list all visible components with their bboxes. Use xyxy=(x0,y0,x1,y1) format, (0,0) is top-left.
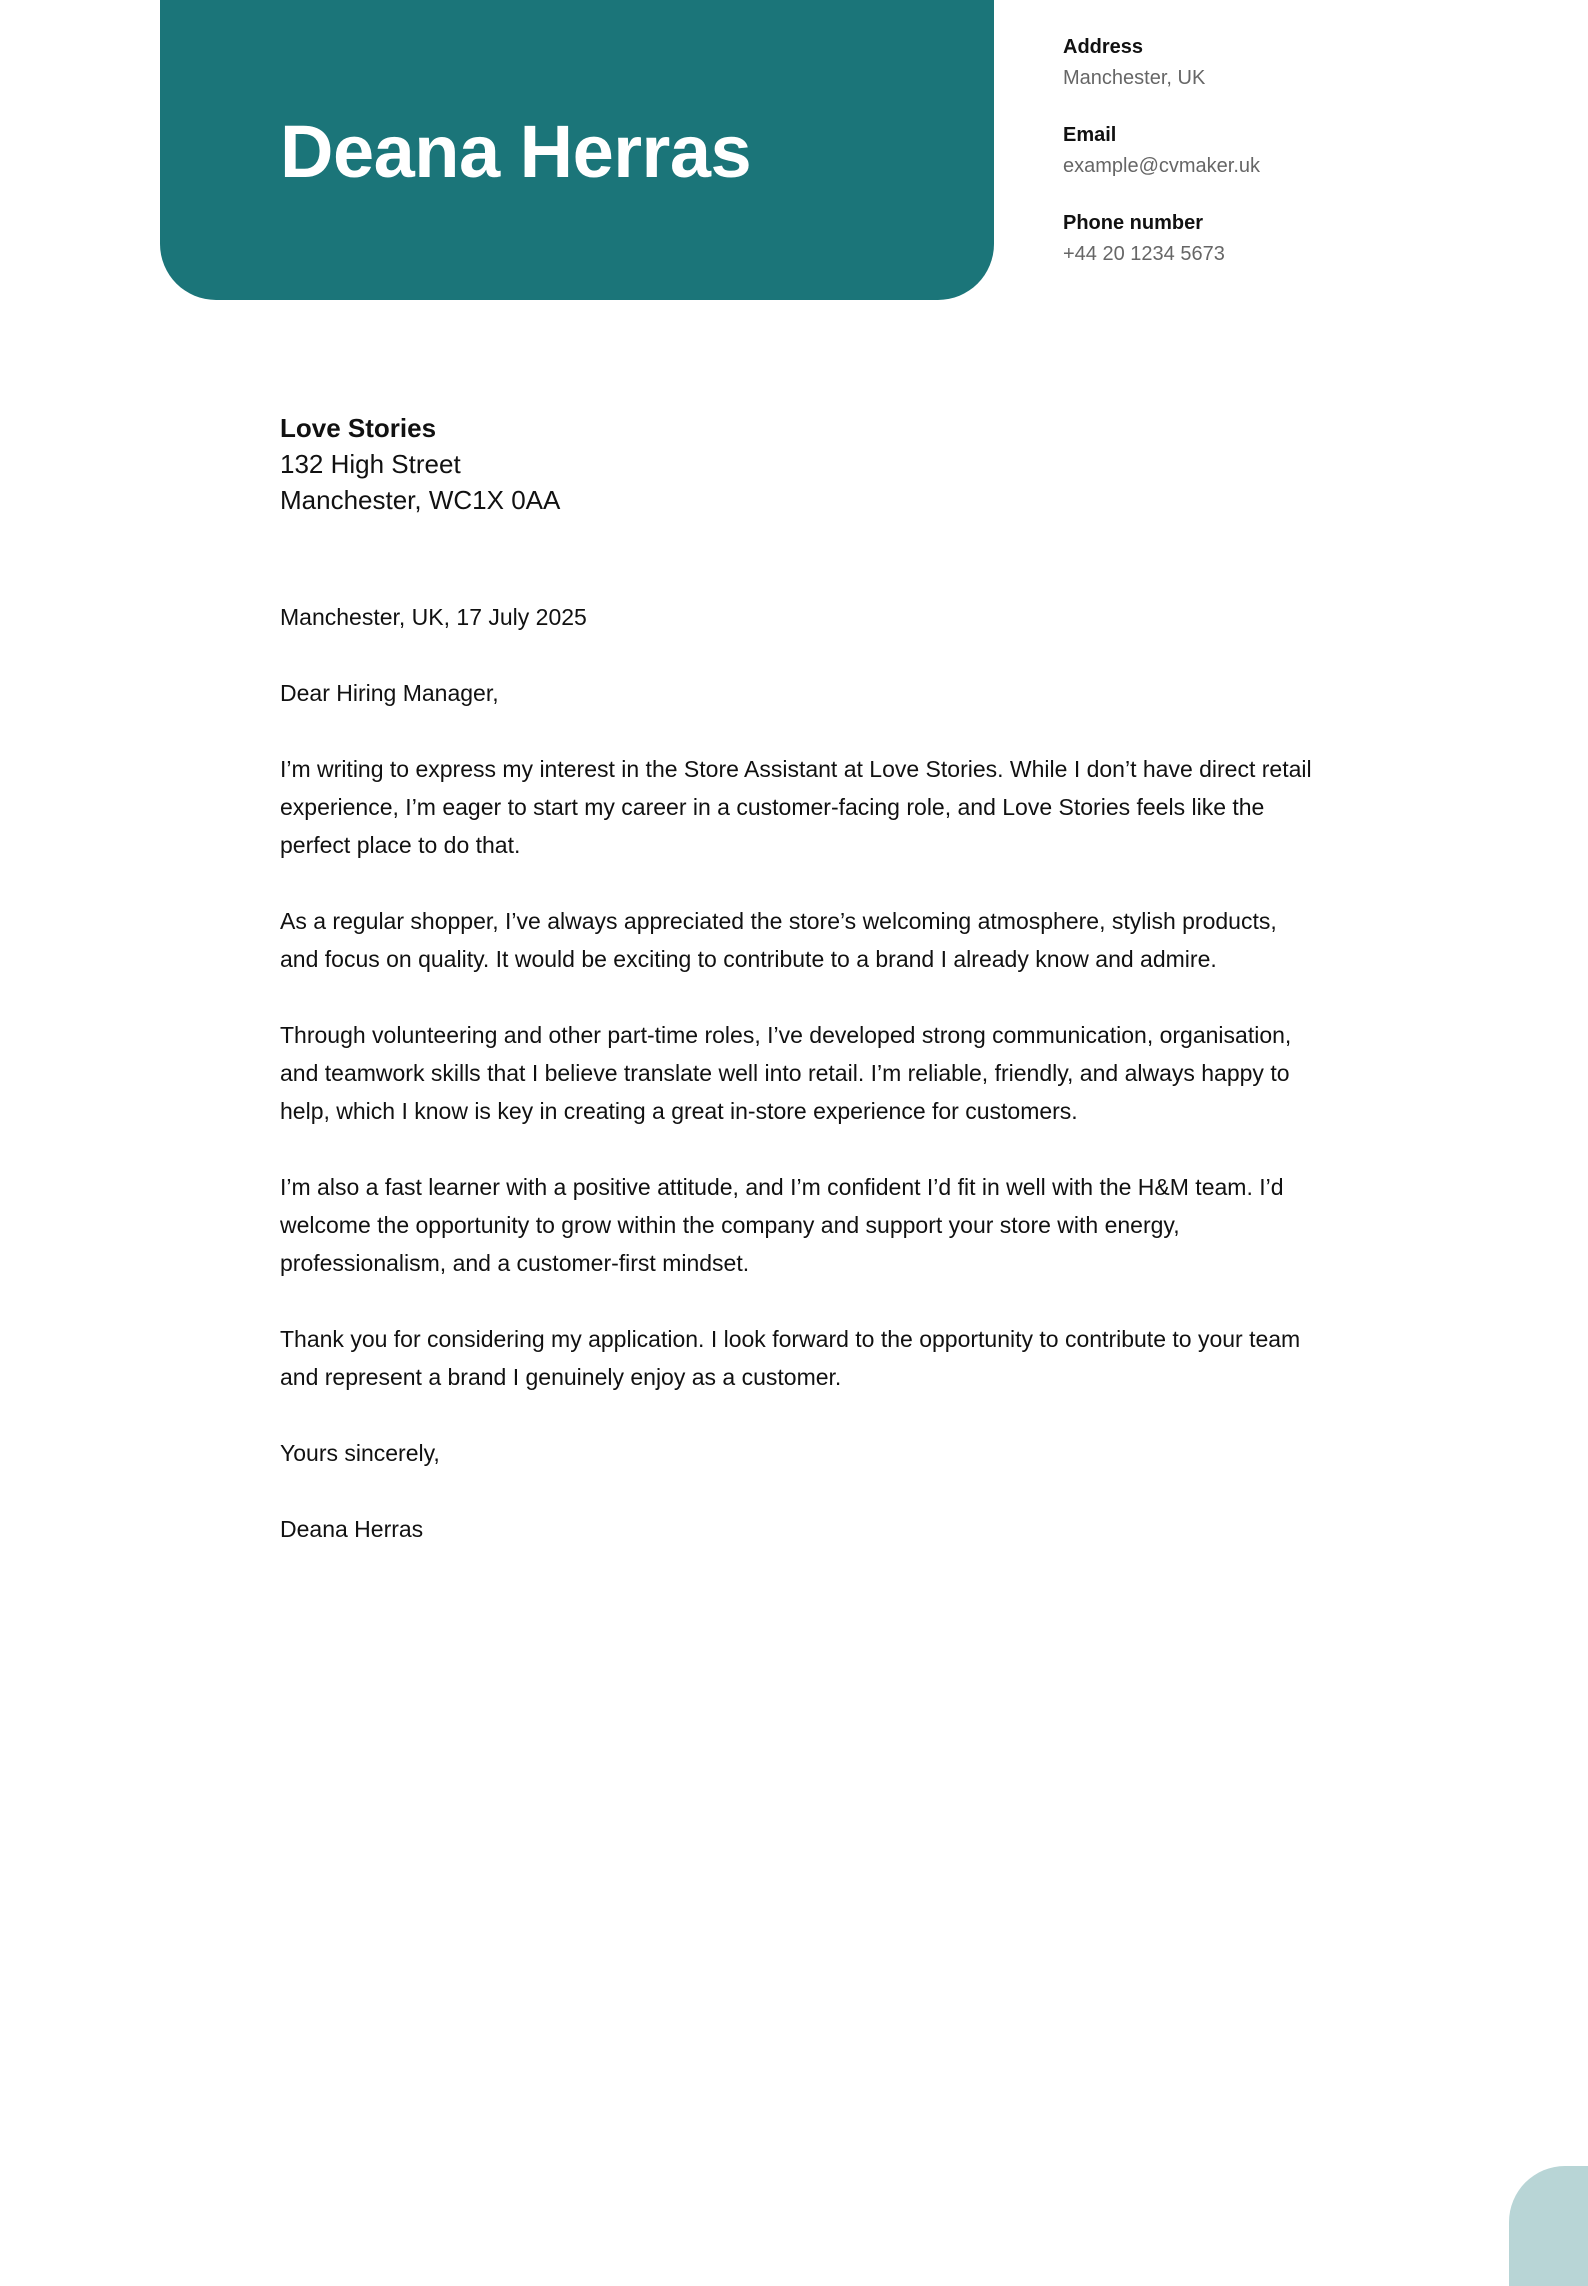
contact-label: Phone number xyxy=(1063,212,1204,234)
header-banner xyxy=(160,0,994,300)
contact-label: Email xyxy=(1063,124,1117,146)
letter-salutation: Dear Hiring Manager, xyxy=(280,680,499,706)
letter-paragraph: Thank you for considering my application. I look forward to the opportunity to contribute to your team and represent a brand I genuinely enjoy as a customer. xyxy=(280,1326,1301,1390)
contact-phone xyxy=(1063,208,1543,296)
letter-place-date: Manchester, UK, 17 July 2025 xyxy=(280,604,587,630)
contact-details xyxy=(1063,32,1543,296)
recipient-company: Love Stories xyxy=(280,413,437,443)
contact-email xyxy=(1063,120,1543,208)
letter-paragraph: I’m also a fast learner with a positive attitude, and I’m confident I’d fit in well with the H&M team. I’d welcome the opportunity to grow within the company and support your store with energy, professionalism, and a customer-first mindset. xyxy=(280,1174,1284,1276)
letter-body xyxy=(280,598,1320,1586)
recipient-city: Manchester, WC1X 0AA xyxy=(280,485,561,515)
contact-value: Manchester, UK xyxy=(1063,67,1206,89)
applicant-name: Deana Herras xyxy=(280,110,752,193)
contact-label: Address xyxy=(1063,36,1144,58)
decorative-corner-tab xyxy=(1509,2166,1588,2286)
letter-paragraph: I’m writing to express my interest in the Store Assistant at Love Stories. While I don’t have direct retail experience, I’m eager to start my career in a customer-facing role, and Love Stories feels like the perfect place to do that. xyxy=(280,756,1312,858)
letter-paragraph: As a regular shopper, I’ve always appreciated the store’s welcoming atmosphere, stylish products, and focus on quality. It would be exciting to contribute to a brand I already know and admire. xyxy=(280,908,1277,972)
contact-address xyxy=(1063,32,1543,120)
recipient-address xyxy=(280,410,560,518)
contact-value: example@cvmaker.uk xyxy=(1063,155,1261,177)
letter-paragraph: Through volunteering and other part-time roles, I’ve developed strong communication, organisation, and teamwork skills that I believe translate well into retail. I’m reliable, friendly, and always happy to help, which I know is key in creating a great in-store experience for customers. xyxy=(280,1022,1292,1124)
contact-value: +44 20 1234 5673 xyxy=(1063,243,1225,265)
letter-closing: Yours sincerely, xyxy=(280,1440,440,1466)
letter-signature: Deana Herras xyxy=(280,1516,424,1542)
recipient-street: 132 High Street xyxy=(280,449,461,479)
